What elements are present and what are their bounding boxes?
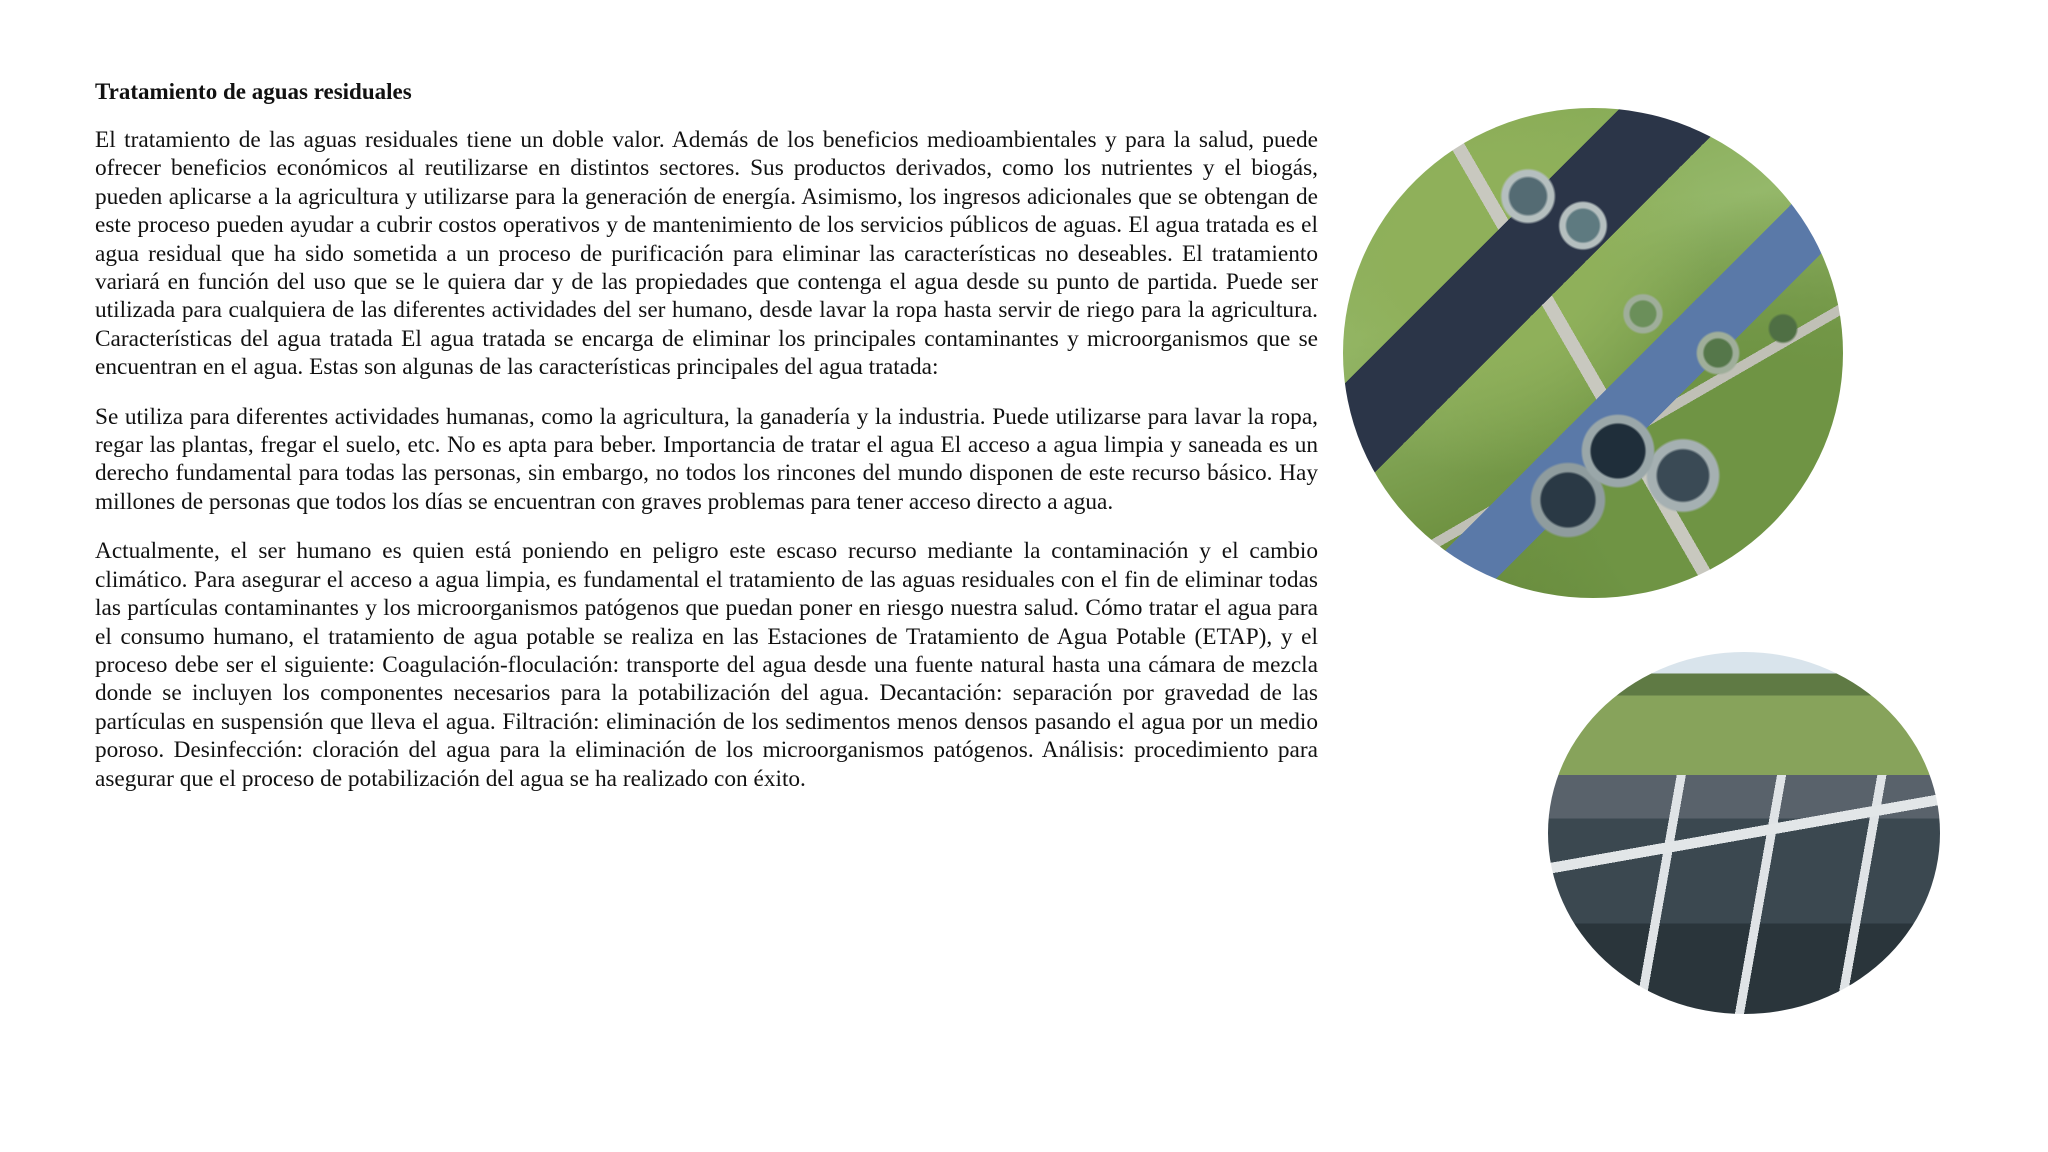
aerial-treatment-plant-photo — [1343, 108, 1843, 598]
paragraph-uses: Se utiliza para diferentes actividades humanas, como la agricultura, la ganadería y la industria. Puede utilizarse para lavar la ropa, regar las plantas, fregar el suelo, etc. No es apta para beber. Importancia de tratar el agua El acceso a agua limpia y saneada es un derecho fundamental para todas las personas, sin embargo, no todos los rincones del mundo disponen de este recurso básico. Hay millones de personas que todos los días se encuentran con graves problemas para tener acceso directo a agua. — [95, 403, 1318, 515]
document-body — [95, 78, 1318, 814]
paragraph-intro: El tratamiento de las aguas residuales tiene un doble valor. Además de los beneficios medioambientales y para la salud, puede ofrecer beneficios económicos al reutilizarse en distintos sectores. Sus productos derivados, como los nutrientes y el biogás, pueden aplicarse a la agricultura y utilizarse para la generación de energía. Asimismo, los ingresos adicionales que se obtengan de este proceso pueden ayudar a cubrir costos operativos y de mantenimiento de los servicios públicos de aguas. El agua tratada es el agua residual que ha sido sometida a un proceso de purificación para eliminar las características no deseables. El tratamiento variará en función del uso que se le quiera dar y de las propiedades que contenga el agua desde su punto de partida. Puede ser utilizada para cualquiera de las diferentes actividades del ser humano, desde lavar la ropa hasta servir de riego para la agricultura. Características del agua tratada El agua tratada se encarga de eliminar los principales contaminantes y microorganismos que se encuentran en el agua. Estas son algunas de las características principales del agua tratada: — [95, 127, 1318, 381]
treatment-basins-photo — [1548, 652, 1940, 1014]
document-title: Tratamiento de aguas residuales — [95, 79, 412, 104]
paragraph-treatment-process: Actualmente, el ser humano es quien está poniendo en peligro este escaso recurso mediante la contaminación y el cambio climático. Para asegurar el acceso a agua limpia, es fundamental el tratamiento de las aguas residuales con el fin de eliminar todas las partículas contaminantes y los microorganismos patógenos que puedan poner en riesgo nuestra salud. Cómo tratar el agua para el consumo humano, el tratamiento de agua potable se realiza en las Estaciones de Tratamiento de Agua Potable (ETAP), y el proceso debe ser el siguiente: Coagulación-floculación: transporte del agua desde una fuente natural hasta una cámara de mezcla donde se incluyen los componentes necesarios para la potabilización del agua. Decantación: separación por gravedad de las partículas en suspensión que lleva el agua. Filtración: eliminación de los sedimentos menos densos pasando el agua por un medio poroso. Desinfección: cloración del agua para la eliminación de los microorganismos patógenos. Análisis: procedimiento para asegurar que el proceso de potabilización del agua se ha realizado con éxito. — [95, 538, 1318, 792]
